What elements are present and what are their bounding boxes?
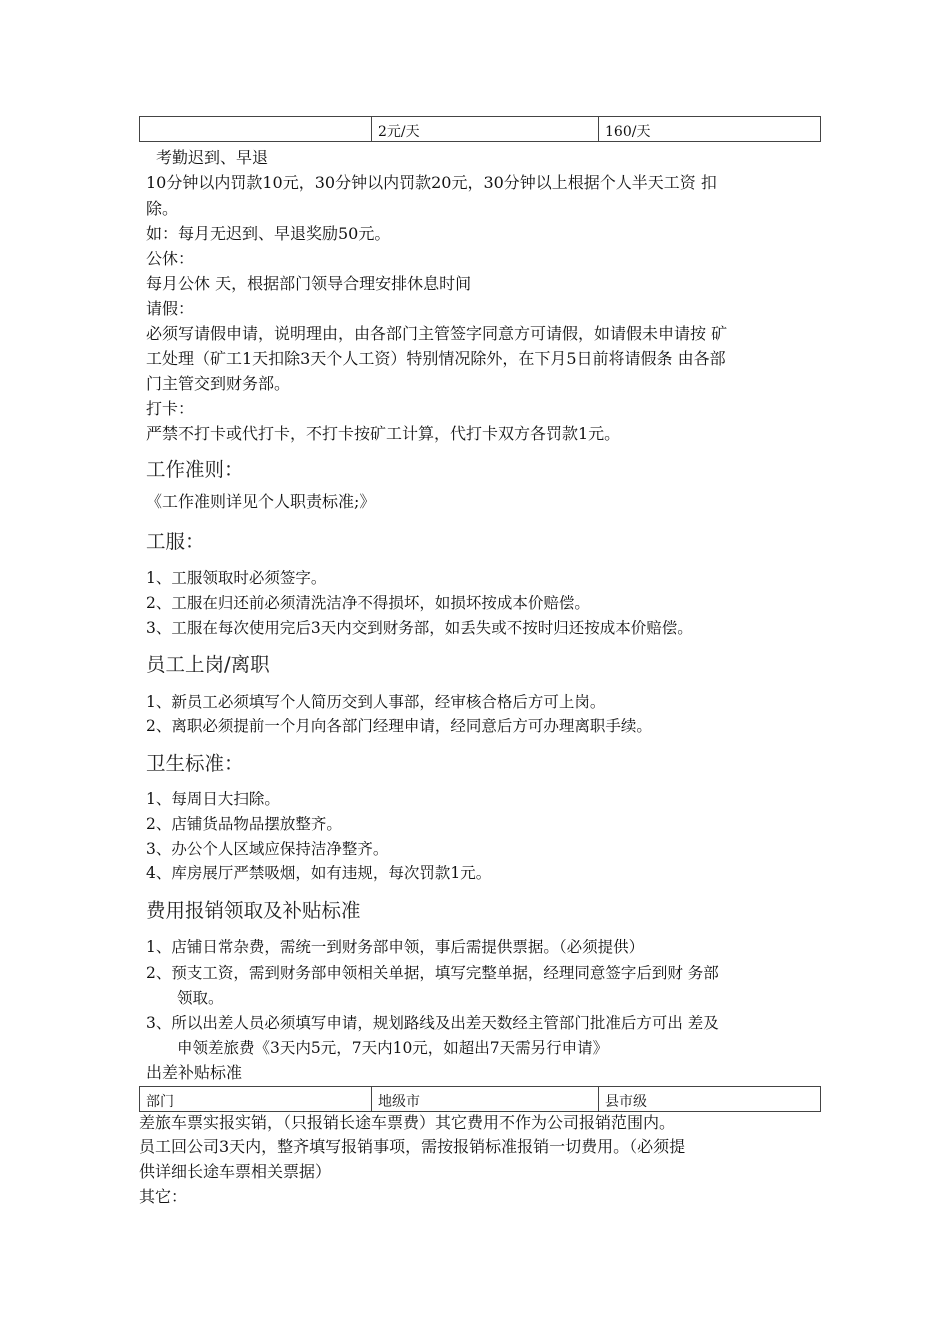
punch-line: 严禁不打卡或代打卡，不打卡按矿工计算，代打卡双方各罚款1元。 (146, 424, 621, 443)
expense-note: 员工回公司3天内，整齐填写报销事项，需按报销标准报销一切费用。（必须提 (139, 1137, 686, 1156)
work-rules-line: 《工作准则详见个人职责标准;》 (146, 492, 376, 511)
uniform-item: 2、工服在归还前必须清洗洁净不得损坏，如损坏按成本价赔偿。 (146, 594, 590, 612)
attendance-line: 除。 (146, 199, 179, 218)
onboarding-item: 2、离职必须提前一个月向各部门经理申请，经同意后方可办理离职手续。 (146, 717, 652, 735)
leave-line: 门主管交到财务部。 (146, 374, 291, 393)
uniform-heading: 工服： (146, 530, 205, 553)
leave-heading: 请假： (146, 299, 195, 318)
hygiene-item: 3、办公个人区域应保持洁净整齐。 (146, 840, 389, 858)
subsidy-label: 出差补贴标准 (146, 1063, 243, 1082)
table-cell: 地级市 (372, 1087, 599, 1112)
table-cell: 县市级 (599, 1087, 821, 1112)
uniform-item: 1、工服领取时必须签字。 (146, 569, 327, 587)
leave-line: 必须写请假申请，说明理由，由各部门主管签字同意方可请假，如请假未申请按 矿 (146, 324, 728, 343)
rest-heading: 公休： (146, 249, 195, 268)
hygiene-item: 1、每周日大扫除。 (146, 790, 280, 808)
rest-line: 每月公休 天，根据部门领导合理安排休息时间 (146, 274, 472, 293)
work-rules-heading: 工作准则： (146, 458, 244, 481)
uniform-item: 3、工服在每次使用完后3天内交到财务部，如丢失或不按时归还按成本价赔偿。 (146, 619, 693, 637)
expense-note: 供详细长途车票相关票据） (139, 1162, 332, 1181)
expense-item-continued: 领取。 (177, 989, 224, 1007)
expense-item-continued: 申领差旅费《3天内5元，7天内10元，如超出7天需另行申请》 (177, 1039, 609, 1057)
attendance-heading: 考勤迟到、早退 (156, 148, 269, 167)
hygiene-item: 4、库房展厅严禁吸烟，如有违规，每次罚款1元。 (146, 864, 492, 882)
hygiene-heading: 卫生标准： (146, 752, 244, 775)
punch-heading: 打卡： (146, 399, 195, 418)
top-fee-table (139, 116, 821, 142)
attendance-bonus: 如：每月无迟到、早退奖励50元。 (146, 224, 391, 243)
table-cell (140, 117, 372, 142)
expense-item: 3、所以出差人员必须填写申请，规划路线及出差天数经主管部门批准后方可出 差及 (146, 1014, 719, 1032)
leave-line: 工处理（矿工1天扣除3天个人工资）特别情况除外，在下月5日前将请假条 由各部 (146, 349, 726, 368)
attendance-line: 10分钟以内罚款10元，30分钟以内罚款20元，30分钟以上根据个人半天工资 扣 (146, 173, 717, 192)
subsidy-table (139, 1086, 821, 1112)
table-cell: 160/天 (599, 117, 821, 142)
onboarding-item: 1、新员工必须填写个人简历交到人事部，经审核合格后方可上岗。 (146, 693, 606, 711)
table-cell: 部门 (140, 1087, 372, 1112)
table-cell: 2元/天 (372, 117, 599, 142)
expense-item: 1、店铺日常杂费，需统一到财务部申领，事后需提供票据。（必须提供） (146, 938, 645, 956)
expense-note: 差旅车票实报实销，（只报销长途车票费）其它费用不作为公司报销范围内。 (139, 1113, 676, 1132)
hygiene-item: 2、店铺货品物品摆放整齐。 (146, 815, 342, 833)
other-heading: 其它： (139, 1187, 188, 1206)
expense-item: 2、预支工资，需到财务部申领相关单据，填写完整单据，经理同意签字后到财 务部 (146, 964, 719, 982)
onboarding-heading: 员工上岗/离职 (146, 653, 270, 676)
expense-heading: 费用报销领取及补贴标准 (146, 899, 361, 922)
